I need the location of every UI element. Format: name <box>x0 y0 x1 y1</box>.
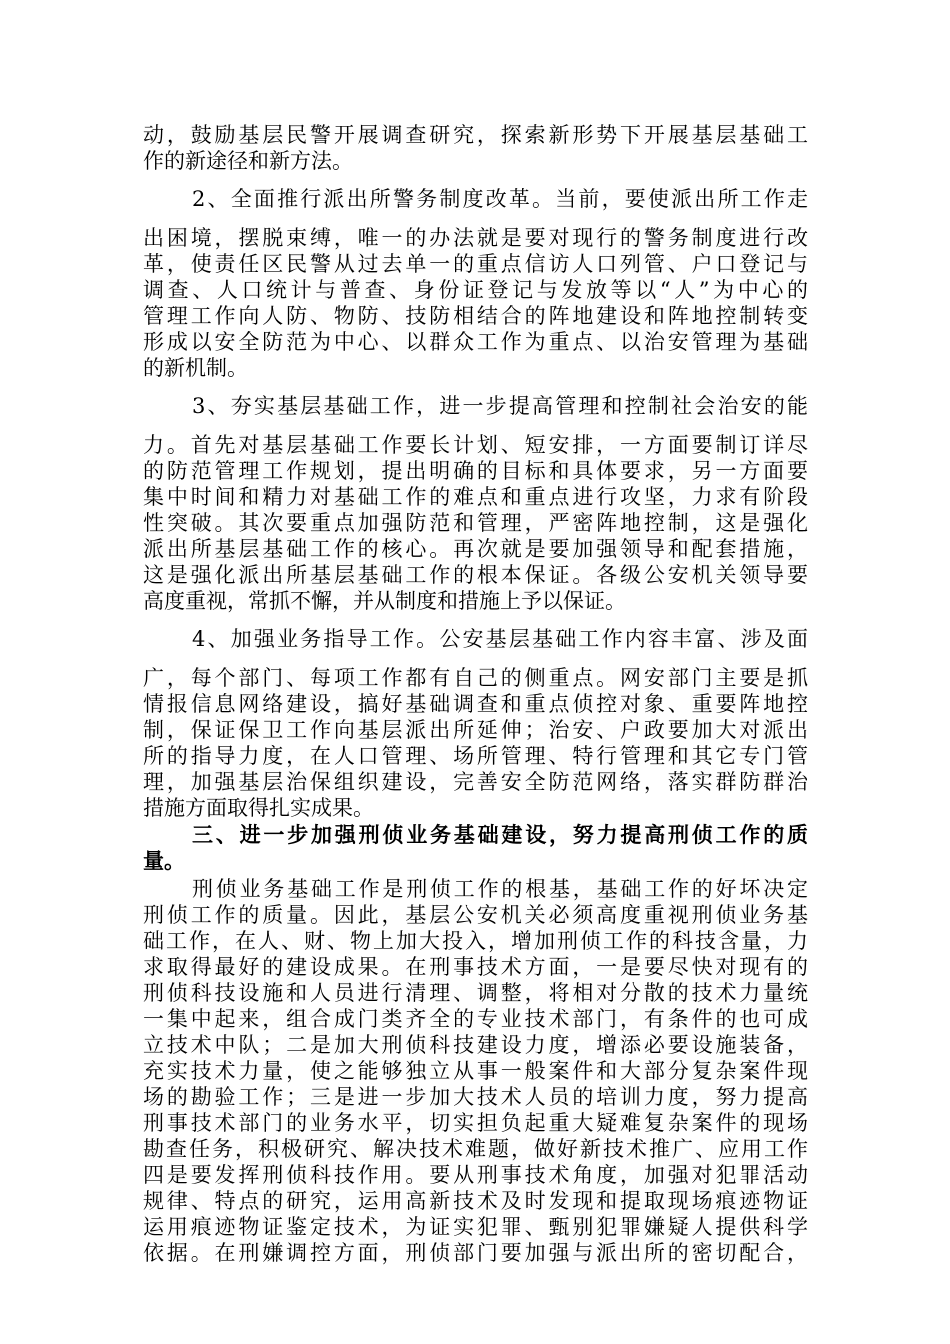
text-line: 集中时间和精力对基础工作的难点和重点进行攻坚，力求有阶段 <box>143 485 808 509</box>
paragraph-first-line: 4、加强业务指导工作。公安基层基础工作内容丰富、涉及面 <box>192 627 808 651</box>
section-heading-continued: 量。 <box>143 848 185 873</box>
text-line: 所的指导力度，在人口管理、场所管理、特行管理和其它专门管 <box>143 744 808 768</box>
text-line: 革，使责任区民警从过去单一的重点信访人口列管、户口登记与 <box>143 252 808 276</box>
text-line: 础工作，在人、财、物上加大投入，增加刑侦工作的科技含量，力 <box>143 929 808 953</box>
text-line: 的新机制。 <box>143 356 248 380</box>
text-line: 措施方面取得扎实成果。 <box>143 796 374 820</box>
text-line: 充实技术力量，使之能够独立从事一般案件和大部分复杂案件现 <box>143 1059 808 1083</box>
text-line: 运用痕迹物证鉴定技术，为证实犯罪、甄别犯罪嫌疑人提供科学 <box>143 1215 808 1239</box>
text-line: 形成以安全防范为中心、以群众工作为重点、以治安管理为基础 <box>143 330 808 354</box>
text-line: 规律、特点的研究，运用高新技术及时发现和提取现场痕迹物证 <box>143 1189 808 1213</box>
paragraph-first-line: 刑侦业务基础工作是刑侦工作的根基，基础工作的好坏决定 <box>192 877 808 901</box>
text-line: 管理工作向人防、物防、技防相结合的阵地建设和阵地控制转变 <box>143 304 808 328</box>
text-line: 这是强化派出所基层基础工作的根本保证。各级公安机关领导要 <box>143 563 808 587</box>
paragraph-first-line: 3、夯实基层基础工作，进一步提高管理和控制社会治安的能 <box>192 394 808 418</box>
text-line: 的防范管理工作规划，提出明确的目标和具体要求，另一方面要 <box>143 459 808 483</box>
text-line: 出困境，摆脱束缚，唯一的办法就是要对现行的警务制度进行改 <box>143 226 808 250</box>
paragraph-first-line: 2、全面推行派出所警务制度改革。当前，要使派出所工作走 <box>192 187 808 211</box>
text-line: 求取得最好的建设成果。在刑事技术方面，一是要尽快对现有的 <box>143 955 808 979</box>
text-line: 情报信息网络建设，搞好基础调查和重点侦控对象、重要阵地控 <box>143 692 808 716</box>
text-line: 力。首先对基层基础工作要长计划、短安排，一方面要制订详尽 <box>143 433 808 457</box>
text-line: 一集中起来，组合成门类齐全的专业技术部门，有条件的也可成 <box>143 1007 808 1031</box>
text-line: 派出所基层基础工作的核心。再次就是要加强领导和配套措施， <box>143 537 808 561</box>
text-line: 刑侦科技设施和人员进行清理、调整，将相对分散的技术力量统 <box>143 981 808 1005</box>
text-line: 立技术中队；二是加大刑侦科技建设力度，增添必要设施装备， <box>143 1033 808 1057</box>
text-line: 动，鼓励基层民警开展调查研究，探索新形势下开展基层基础工 <box>143 123 808 147</box>
text-line: 四是要发挥刑侦科技作用。要从刑事技术角度，加强对犯罪活动 <box>143 1163 808 1187</box>
text-line: 勘查任务，积极研究、解决技术难题，做好新技术推广、应用工作 <box>143 1137 808 1161</box>
text-line: 作的新途径和新方法。 <box>143 149 353 173</box>
text-line: 依据。在刑嫌调控方面，刑侦部门要加强与派出所的密切配合， <box>143 1241 808 1265</box>
text-line: 场的勘验工作；三是进一步加大技术人员的培训力度，努力提高 <box>143 1085 808 1109</box>
text-line: 刑事技术部门的业务水平，切实担负起重大疑难复杂案件的现场 <box>143 1111 808 1135</box>
text-line: 刑侦工作的质量。因此，基层公安机关必须高度重视刑侦业务基 <box>143 903 808 927</box>
text-line: 高度重视，常抓不懈，并从制度和措施上予以保证。 <box>143 589 626 613</box>
text-line: 广，每个部门、每项工作都有自己的侧重点。网安部门主要是抓 <box>143 666 808 690</box>
text-line: 制，保证保卫工作向基层派出所延伸；治安、户政要加大对派出 <box>143 718 808 742</box>
section-heading: 三、进一步加强刑侦业务基础建设，努力提高刑侦工作的质 <box>192 822 808 847</box>
text-line: 性突破。其次要重点加强防范和管理，严密阵地控制，这是强化 <box>143 511 808 535</box>
text-line: 调查、人口统计与普查、身份证登记与发放等以“人”为中心的 <box>143 278 808 302</box>
text-line: 理，加强基层治保组织建设，完善安全防范网络，落实群防群治 <box>143 770 808 794</box>
